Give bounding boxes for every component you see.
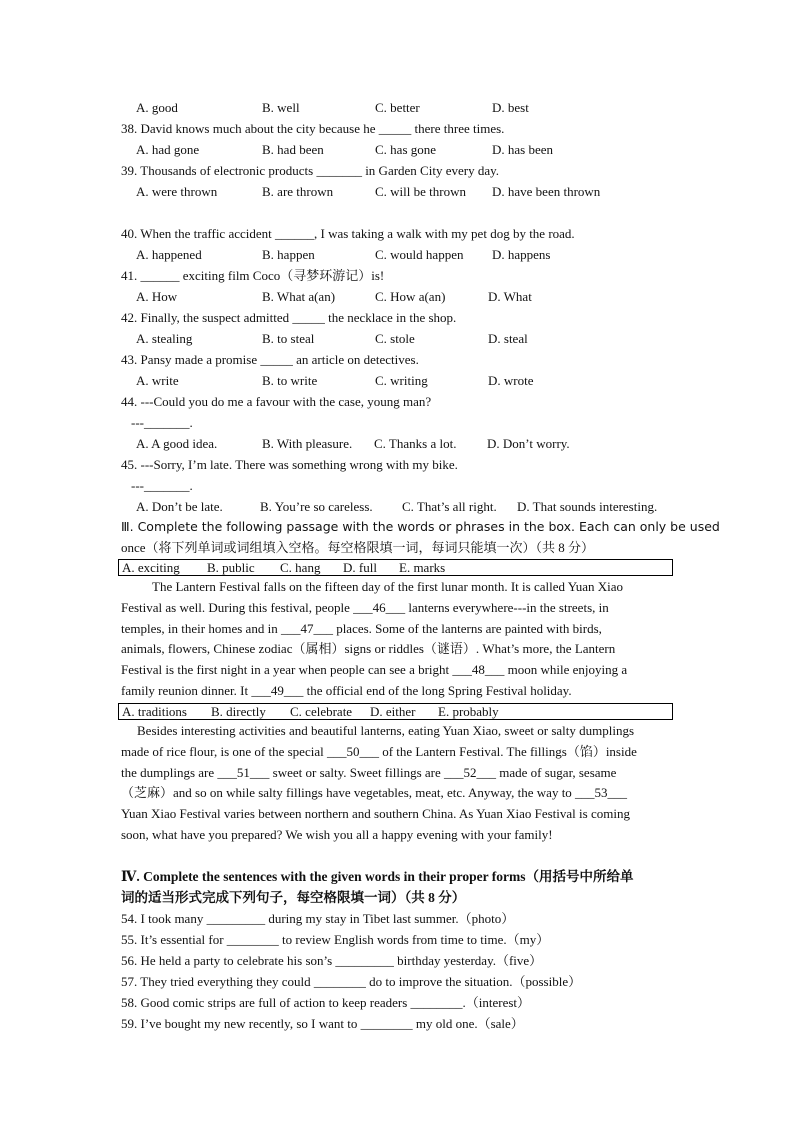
- q44-answer-blank: ---_______.: [131, 415, 193, 430]
- passage-line: Yuan Xiao Festival varies between northern and southern China. As Yuan Xiao Festival is coming: [121, 806, 630, 822]
- q40-stem: 40. When the traffic accident ______, I was taking a walk with my pet dog by the road.: [121, 226, 575, 241]
- section4-item-55: 55. It’s essential for ________ to review English words from time to time.（my）: [121, 932, 550, 947]
- passage-line: （芝麻）and so on while salty fillings have vegetables, meat, etc. Anyway, the way to ___53___: [121, 785, 628, 801]
- q41-option-d: D. What: [488, 289, 532, 304]
- q38-stem: 38. David knows much about the city because he _____ there three times.: [121, 121, 505, 136]
- section4-title-line2: 词的适当形式完成下列句子，每空格限填一词）（共 8 分）: [121, 890, 466, 905]
- q43-option-b: B. to write: [262, 373, 318, 388]
- q43-option-a: A. write: [136, 373, 179, 388]
- q40-option-d: D. happens: [492, 247, 551, 262]
- q44-option-c: C. Thanks a lot.: [374, 436, 457, 451]
- section4-item-57: 57. They tried everything they could ________ do to improve the situation.（possible）: [121, 974, 582, 989]
- passage-line: animals, flowers, Chinese zodiac（属相）signs or riddles（谜语）. What’s more, the Lantern: [121, 641, 616, 657]
- q44-option-d: D. Don’t worry.: [487, 436, 570, 451]
- section3-title-line2: once（将下列单词或词组填入空格。每空格限填一词，每词只能填一次）（共 8 分）: [121, 540, 595, 555]
- passage-line: Festival is the first night in a year when people can see a bright ___48___ moon while enjoying a: [121, 662, 628, 678]
- q41-stem: 41. ______ exciting film Coco（寻梦环游记）is!: [121, 268, 385, 283]
- q37-option-a: A. good: [136, 100, 178, 115]
- section4-title-line1: Ⅳ. Complete the sentences with the given words in their proper forms（用括号中所给单: [121, 869, 634, 884]
- q45-answer-blank: ---_______.: [131, 478, 193, 493]
- q45-option-b: B. You’re so careless.: [260, 499, 373, 514]
- word-box-2-item-a: A. traditions: [122, 704, 187, 719]
- q45-option-d: D. That sounds interesting.: [517, 499, 658, 514]
- q41-option-c: C. How a(an): [375, 289, 446, 304]
- q42-option-b: B. to steal: [262, 331, 315, 346]
- section4-item-54: 54. I took many _________ during my stay in Tibet last summer.（photo）: [121, 911, 515, 926]
- q39-option-c: C. will be thrown: [375, 184, 466, 199]
- q45-option-c: C. That’s all right.: [402, 499, 497, 514]
- passage-line: Festival as well. During this festival, people ___46___ lanterns everywhere---in the streets, in: [121, 599, 609, 615]
- passage-line: soon, what have you prepared? We wish you all a happy evening with your family!: [121, 826, 553, 842]
- q39-stem: 39. Thousands of electronic products _______ in Garden City every day.: [121, 163, 499, 178]
- q38-option-d: D. has been: [492, 142, 554, 157]
- q45-option-a: A. Don’t be late.: [136, 499, 223, 514]
- q38-option-a: A. had gone: [136, 142, 200, 157]
- q44-stem: 44. ---Could you do me a favour with the case, young man?: [121, 394, 432, 409]
- q40-option-a: A. happened: [136, 247, 202, 262]
- passage-line: temples, in their homes and in ___47___ places. Some of the lanterns are painted with birds,: [121, 620, 602, 636]
- q42-option-d: D. steal: [488, 331, 528, 346]
- q43-stem: 43. Pansy made a promise _____ an article on detectives.: [121, 352, 419, 367]
- passage-paragraph-2: [121, 721, 679, 846]
- word-box-1-item-e: E. marks: [399, 560, 446, 575]
- q42-option-a: A. stealing: [136, 331, 193, 346]
- q40-option-b: B. happen: [262, 247, 315, 262]
- q44-option-b: B. With pleasure.: [262, 436, 353, 451]
- q37-option-b: B. well: [262, 100, 300, 115]
- q39-option-a: A. were thrown: [136, 184, 218, 199]
- passage-line: family reunion dinner. It ___49___ the official end of the long Spring Festival holiday.: [121, 682, 572, 698]
- q42-stem: 42. Finally, the suspect admitted _____ the necklace in the shop.: [121, 310, 457, 325]
- word-box-2-item-e: E. probably: [438, 704, 499, 719]
- passage-paragraph-1: [121, 577, 679, 702]
- q40-option-c: C. would happen: [375, 247, 464, 262]
- word-box-2: [118, 703, 673, 720]
- word-box-1-item-b: B. public: [207, 560, 255, 575]
- q43-option-d: D. wrote: [488, 373, 534, 388]
- q39-option-d: D. have been thrown: [492, 184, 601, 199]
- q37-option-c: C. better: [375, 100, 420, 115]
- section4-item-58: 58. Good comic strips are full of action to keep readers ________.（interest）: [121, 995, 531, 1010]
- word-box-1: [118, 559, 673, 576]
- passage-line: the dumplings are ___51___ sweet or salty. Sweet fillings are ___52___ made of sugar, sesame: [121, 764, 617, 780]
- q41-option-b: B. What a(an): [262, 289, 336, 304]
- passage-line: Besides interesting activities and beautiful lanterns, eating Yuan Xiao, sweet or salty dumplings: [137, 723, 635, 738]
- word-box-1-item-d: D. full: [343, 560, 377, 575]
- word-box-2-item-d: D. either: [370, 704, 416, 719]
- word-box-1-item-c: C. hang: [280, 560, 321, 575]
- q44-option-a: A. A good idea.: [136, 436, 218, 451]
- q45-stem: 45. ---Sorry, I’m late. There was something wrong with my bike.: [121, 457, 458, 472]
- q37-option-d: D. best: [492, 100, 529, 115]
- q38-option-b: B. had been: [262, 142, 324, 157]
- passage-line: The Lantern Festival falls on the fifteen day of the first lunar month. It is called Yuan Xiao: [152, 579, 623, 594]
- section4-item-59: 59. I’ve bought my new recently, so I want to ________ my old one.（sale）: [121, 1016, 524, 1031]
- q41-option-a: A. How: [136, 289, 178, 304]
- passage-line: made of rice flour, is one of the special ___50___ of the Lantern Festival. The fillings（馅）inside: [121, 743, 637, 759]
- section4-item-56: 56. He held a party to celebrate his son’s _________ birthday yesterday.（five）: [121, 953, 543, 968]
- q38-option-c: C. has gone: [375, 142, 437, 157]
- section3-title-line1: Ⅲ. Complete the following passage with the words or phrases in the box. Each can only be used: [121, 519, 720, 534]
- word-box-1-item-a: A. exciting: [122, 560, 180, 575]
- word-box-2-item-c: C. celebrate: [290, 704, 353, 719]
- q42-option-c: C. stole: [375, 331, 415, 346]
- q39-option-b: B. are thrown: [262, 184, 334, 199]
- word-box-2-item-b: B. directly: [211, 704, 266, 719]
- q43-option-c: C. writing: [375, 373, 428, 388]
